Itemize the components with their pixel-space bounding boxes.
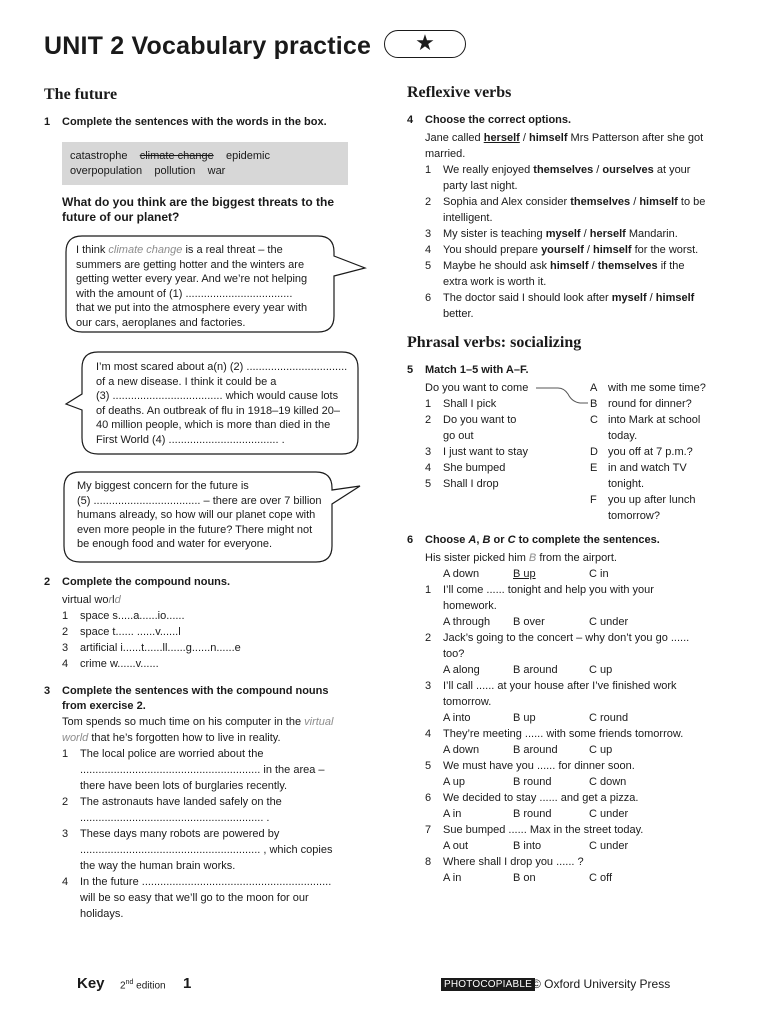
option-b[interactable]: B into: [513, 840, 542, 852]
list-item: 2 Do you want to go out: [425, 414, 517, 442]
list-item: 1 I’ll come ...... tonight and help you with your homework. A through B over C under: [425, 584, 654, 628]
list-item: 2 space t...... ......v......l: [62, 626, 181, 638]
option-c: C in: [589, 568, 609, 580]
list-item: 4 She bumped: [425, 462, 506, 474]
list-item: 1 We really enjoyed themselves / ourselves at your party last night.: [425, 164, 691, 192]
option-c[interactable]: C under: [589, 616, 629, 628]
option-2[interactable]: themselves: [597, 260, 658, 272]
exercise-4-example: Jane called herself / himself Mrs Patterson after she got married.: [425, 132, 704, 160]
section-title-phrasal-verbs: Phrasal verbs: socializing: [407, 334, 582, 351]
list-item: 3 These days many robots are powered by ........................................................... , which copies the way the human brain works.: [62, 828, 333, 872]
publisher-credit: © Oxford University Press: [532, 977, 671, 991]
list-item: 4 They’re meeting ...... with some friends tomorrow. A down B around C up: [425, 728, 684, 756]
word-box-item: epidemic: [225, 150, 270, 162]
option-b[interactable]: B around: [513, 744, 558, 756]
example-answer: d: [114, 594, 121, 606]
question-line: What do you think are the biggest threats to the: [62, 195, 335, 209]
example-text: virtual: [62, 594, 95, 606]
bubble-line: of deaths. An outbreak of flu in 1918–19 killed 20–: [96, 404, 341, 417]
bubble-line: with the amount of (1) ...................................: [76, 287, 293, 300]
list-item: C into Mark at school today.: [590, 414, 701, 442]
bubble-line: (3) .................................... which would cause lots: [96, 390, 339, 402]
exercise-number: 6: [407, 534, 414, 546]
discussion-question: [62, 195, 334, 225]
bubble-line: that we put into the atmosphere every year with: [76, 302, 308, 314]
speech-bubble-3-text: [77, 479, 322, 552]
exercise-6-example: His sister picked him B from the airport. A down B up C in: [425, 552, 617, 580]
example-answer: world: [62, 732, 89, 744]
list-item: 7 Sue bumped ...... Max in the street today. A out B into C under: [425, 824, 644, 852]
option-1[interactable]: themselves: [533, 164, 594, 176]
exercise-number: 3: [44, 685, 51, 697]
list-item: 2 Sophia and Alex consider themselves / himself to be intelligent.: [425, 196, 706, 224]
bubble-example-answer: climate change: [108, 244, 183, 256]
option-a[interactable]: A along: [443, 664, 480, 676]
list-item: 1 Shall I pick: [425, 398, 497, 410]
exercise-3-example: Tom spends so much time on his computer in the virtual world that he’s forgotten how to live in reality.: [62, 716, 334, 744]
list-item: D you off at 7 p.m.?: [590, 446, 693, 458]
option-2[interactable]: himself: [593, 244, 632, 256]
list-item: 3 I’ll call ...... at your house after I’ve finished work tomorrow. A into B up C round: [425, 680, 677, 724]
selected-option: herself: [483, 132, 520, 144]
example-text: l: [112, 594, 115, 606]
list-item: 4 You should prepare yourself / himself for the worst.: [425, 244, 699, 256]
exercise-number: 2: [44, 576, 51, 588]
page-number: 1: [183, 975, 192, 992]
option-a[interactable]: A out: [443, 840, 469, 852]
speech-bubble-1-text: [76, 243, 307, 330]
option-a[interactable]: A in: [443, 808, 462, 820]
footer-edition: 2nd edition: [120, 979, 166, 992]
word-box-item: overpopulation: [70, 165, 143, 177]
word-box-item: catastrophe: [70, 150, 128, 162]
list-item: 3 artificial i......t......ll......g......n......e: [62, 642, 241, 654]
exercise-instruction: from exercise 2.: [62, 700, 146, 712]
footer-key-label: Key: [77, 975, 105, 992]
exercise-5-right-column: [590, 380, 706, 524]
bubble-line: our cars, aeroplanes and factories.: [76, 316, 246, 329]
word-box-item: pollution: [154, 165, 196, 177]
bubble-line: of a new disease. I think it could be a: [96, 375, 277, 388]
list-item: 4 In the future .............................................................. will be so easy that we’ll go to the moon for our holidays.: [62, 876, 332, 920]
list-item: 5 We must have you ...... for dinner soon. A up B round C down: [425, 760, 635, 788]
bubble-line: First World (4) .................................... .: [96, 433, 285, 446]
example-answer: virtual: [304, 716, 334, 728]
list-item: A with me some time?: [590, 382, 706, 394]
question-line: future of our planet?: [62, 210, 180, 224]
option-b[interactable]: B round: [513, 808, 552, 820]
option-1[interactable]: myself: [545, 228, 581, 240]
section-title-reflexive-verbs: Reflexive verbs: [407, 84, 512, 101]
option-c[interactable]: C down: [589, 776, 627, 788]
list-item: B round for dinner?: [590, 398, 692, 410]
bubble-line: (5) ................................... – there are over 7 billion: [77, 494, 322, 507]
star-level-badge: [384, 30, 466, 58]
exercise-1-heading: [44, 116, 327, 128]
list-item: 2 Jack’s going to the concert – why don’t you go ...... too? A along B around C up: [425, 632, 690, 676]
list-item: E in and watch TV tonight.: [590, 462, 687, 490]
list-item: F you up after lunch tomorrow?: [590, 494, 696, 522]
option-c[interactable]: C up: [589, 744, 613, 756]
option-1[interactable]: yourself: [541, 244, 584, 256]
list-item: 5 Maybe he should ask himself / themselves if the extra work is worth it.: [425, 260, 685, 288]
option-2[interactable]: ourselves: [602, 164, 654, 176]
exercise-instruction: Complete the compound nouns.: [62, 576, 231, 588]
star-icon: ★: [415, 30, 435, 55]
exercise-5-left-column: [425, 380, 528, 492]
option-a[interactable]: A through: [443, 616, 491, 628]
bubble-text-part: I think: [76, 244, 109, 256]
word-box: [62, 142, 348, 185]
bubble-line: I’m most scared about a(n) (2) .................................: [96, 361, 348, 373]
exercise-4-items: [425, 162, 705, 322]
exercise-4-heading: [407, 114, 572, 126]
bubble-line: summers are getting hotter and the winters are: [76, 258, 305, 271]
option-b[interactable]: B on: [513, 872, 536, 884]
option-b[interactable]: B round: [513, 776, 552, 788]
section-title-the-future: The future: [44, 86, 118, 103]
list-item: 4 crime w......v......: [62, 658, 159, 670]
word-box-item: war: [207, 165, 226, 177]
option-b[interactable]: B up: [513, 712, 536, 724]
option-a[interactable]: A down: [443, 744, 480, 756]
match-connector-line: [534, 384, 590, 408]
exercise-2-example: [62, 592, 121, 608]
list-item: 6 We decided to stay ...... and get a pizza. A in B round C under: [425, 792, 639, 820]
option-b[interactable]: B over: [513, 616, 545, 628]
example-answer: B: [528, 552, 537, 564]
option-2[interactable]: herself: [589, 228, 626, 240]
list-item: 3 My sister is teaching myself / herself Mandarin.: [425, 228, 678, 240]
page-title: UNIT 2 Vocabulary practice: [44, 32, 372, 60]
word-box-item-example: climate change: [139, 150, 214, 162]
exercise-instruction: Complete the sentences with the words in the box.: [62, 116, 327, 128]
option-c[interactable]: C round: [589, 712, 629, 724]
exercise-5-heading: [407, 364, 529, 376]
exercise-instruction: Choose the correct options.: [425, 114, 572, 126]
bubble-line: humans already, so how will our planet cope with: [77, 509, 316, 521]
option-a[interactable]: A in: [443, 872, 462, 884]
option-c[interactable]: C under: [589, 808, 629, 820]
option-2[interactable]: himself: [655, 292, 695, 304]
exercise-instruction: Complete the sentences with the compound nouns: [62, 685, 329, 697]
option-b[interactable]: B around: [513, 664, 558, 676]
bubble-line: getting wetter every year. And we’re not helping: [76, 273, 308, 285]
speech-bubble-2-text: [96, 360, 347, 447]
example-text: wo: [94, 594, 109, 606]
exercise-2-heading: [44, 576, 231, 588]
list-item: 2 The astronauts have landed safely on the ............................................................ .: [62, 796, 282, 824]
bubble-text-part: is a real threat – the: [182, 244, 283, 256]
list-item: 6 The doctor said I should look after myself / himself better.: [425, 292, 695, 320]
photocopiable-badge: PHOTOCOPIABLE: [441, 978, 535, 991]
option-a[interactable]: A into: [443, 712, 471, 724]
option-a: A down: [443, 568, 480, 580]
exercise-6-items: [425, 582, 689, 886]
bubble-line: be enough food and water for everyone.: [77, 538, 273, 550]
bubble-line: even more people in the future? There might not: [77, 523, 313, 536]
list-item: 8 Where shall I drop you ...... ? A in B on C off: [425, 856, 613, 884]
bubble-line: 40 million people, which is more than died in the: [96, 419, 331, 431]
example-answer: r: [108, 594, 113, 606]
exercise-number: 1: [44, 116, 51, 128]
exercise-3-items: [62, 746, 332, 922]
exercise-6-heading: 6 Choose A, B or C to complete the sentences.: [407, 534, 660, 546]
list-item: 1 space s.....a......io......: [62, 610, 185, 622]
exercise-number: 4: [407, 114, 414, 126]
exercise-2-items: [62, 608, 241, 672]
list-item: 1 The local police are worried about the ........................................................... in the area – there have been lots of burglaries recently.: [62, 748, 325, 792]
list-item: 5 Shall I drop: [425, 478, 499, 490]
option-c[interactable]: C under: [589, 840, 629, 852]
option-1[interactable]: themselves: [570, 196, 631, 208]
option-c[interactable]: C off: [589, 872, 613, 884]
exercise-number: 5: [407, 364, 414, 376]
list-item: Do you want to come: [425, 382, 529, 394]
bubble-line: My biggest concern for the future is: [77, 480, 249, 492]
option-1[interactable]: myself: [611, 292, 647, 304]
list-item: 3 I just want to stay: [425, 446, 528, 458]
exercise-3-heading: [44, 684, 329, 714]
option-2[interactable]: himself: [639, 196, 678, 208]
option-b-selected: B up: [513, 568, 536, 580]
exercise-instruction: Match 1–5 with A–F.: [425, 364, 529, 376]
option-a[interactable]: A up: [443, 776, 466, 788]
option-c[interactable]: C up: [589, 664, 613, 676]
option-1[interactable]: himself: [550, 260, 589, 272]
